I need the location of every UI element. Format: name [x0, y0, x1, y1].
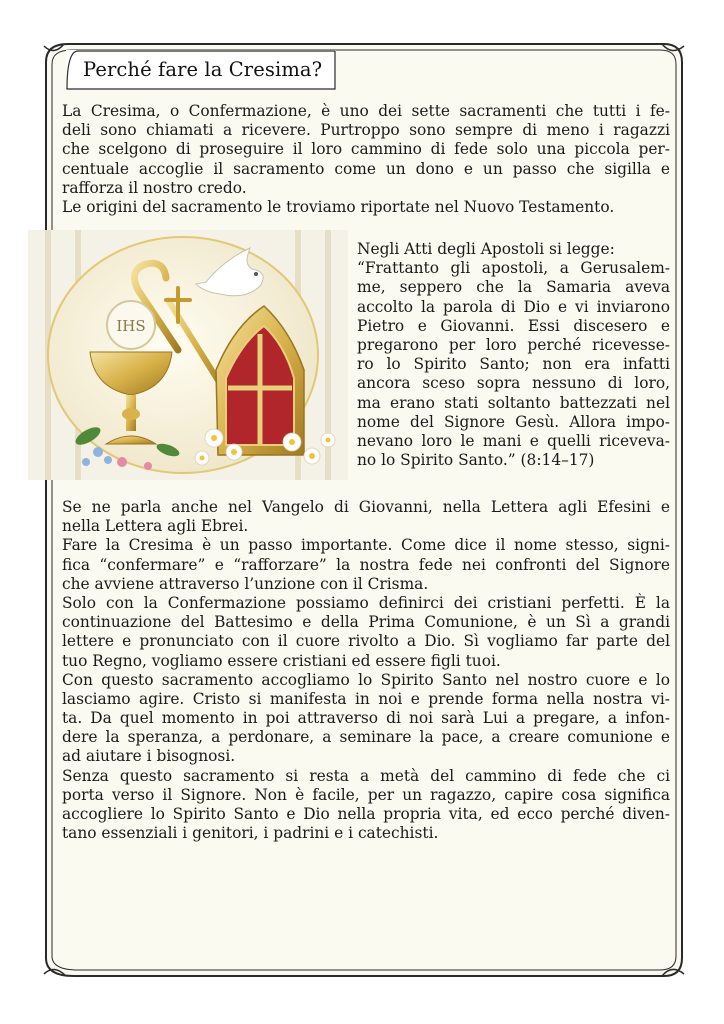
- text-line: Pietro e Giovanni. Essi discesero e: [357, 316, 670, 335]
- text-line: lettere e pronunciato con il cuore rivolto a Dio. Sì vogliamo far parte del: [62, 632, 670, 651]
- text-line: accolto la parola di Dio e vi inviarono: [357, 297, 670, 316]
- host-monogram: IHS: [116, 317, 146, 335]
- text-line: rafforza il nostro credo.: [62, 178, 247, 197]
- body-paragraph: [62, 498, 670, 843]
- text-line: nella Lettera agli Ebrei.: [62, 517, 249, 536]
- text-line: La Cresima, o Confermazione, è uno dei sette sacramenti che tutti i fe-: [62, 102, 670, 120]
- intro-paragraph: [62, 102, 670, 217]
- text-line: Solo con la Confermazione possiamo definirci dei cristiani perfetti. È la: [62, 593, 670, 612]
- page-title: Perché fare la Cresima?: [83, 58, 323, 81]
- text-line: lasciamo agire. Cristo si manifesta in noi e prende forma nella nostra vi-: [62, 689, 670, 708]
- text-line: Con questo sacramento accogliamo lo Spirito Santo nel nostro cuore e lo: [62, 670, 670, 689]
- text-line: Fare la Cresima è un passo importante. Come dice il nome stesso, signi-: [62, 536, 670, 555]
- text-line: ancora sceso sopra nessuno di loro,: [357, 374, 670, 393]
- text-line: che scelgono di proseguire il loro cammino di fede solo una piccola per-: [62, 140, 670, 159]
- text-line: che avviene attraverso l’unzione con il Crisma.: [62, 574, 429, 593]
- text-line: me, seppero che la Samaria aveva: [357, 278, 670, 297]
- text-line: continuazione del Battesimo e della Prima Comunione, è un Sì a grandi: [62, 613, 670, 632]
- text-line: pregarono per loro perché ricevesse-: [357, 335, 670, 354]
- text-line: Le origini del sacramento le troviamo riportate nel Nuovo Testamento.: [62, 197, 615, 216]
- text-line: no lo Spirito Santo.” (8:14–17): [357, 451, 595, 470]
- confirmation-illustration: [28, 230, 348, 480]
- text-line: porta verso il Signore. Non è facile, per un ragazzo, capire cosa significa: [62, 785, 670, 804]
- text-line: dere la speranza, a perdonare, a seminare la pace, a creare comunione e: [62, 728, 670, 747]
- text-line: ma erano stati soltanto battezzati nel: [357, 393, 670, 412]
- text-line: Negli Atti degli Apostoli si legge:: [357, 240, 615, 258]
- text-line: deli sono chiamati a ricevere. Purtroppo sono sempre di meno i ragazzi: [62, 121, 670, 140]
- text-line: fica “confermare” e “rafforzare” la nostra fede nei confronti del Signore: [62, 555, 670, 574]
- text-line: tano essenziali i genitori, i padrini e i catechisti.: [62, 824, 439, 843]
- text-line: ad aiutare i bisognosi.: [62, 747, 236, 766]
- text-line: nevano loro le mani e quelli riceveva-: [357, 431, 670, 450]
- text-line: tuo Regno, vogliamo essere cristiani ed essere figli tuoi.: [62, 651, 501, 670]
- text-line: Senza questo sacramento si resta a metà del cammino di fede che ci: [62, 766, 670, 785]
- text-line: “Frattanto gli apostoli, a Gerusalem-: [357, 259, 670, 278]
- text-line: accogliere lo Spirito Santo e Dio nella propria vita, ed ecco perché diven-: [62, 805, 670, 823]
- text-line: ta. Da quel momento in poi attraverso di noi sarà Lui a pregare, a infon-: [62, 709, 670, 728]
- quote-paragraph: [357, 240, 670, 470]
- text-line: centuale accoglie il sacramento come un dono e un passo che sigilla e: [62, 159, 670, 178]
- text-line: ro lo Spirito Santo; non era infatti: [357, 355, 670, 374]
- text-line: nome del Signore Gesù. Allora impo-: [357, 412, 670, 431]
- text-line: Se ne parla anche nel Vangelo di Giovanni, nella Lettera agli Efesini e: [62, 498, 670, 516]
